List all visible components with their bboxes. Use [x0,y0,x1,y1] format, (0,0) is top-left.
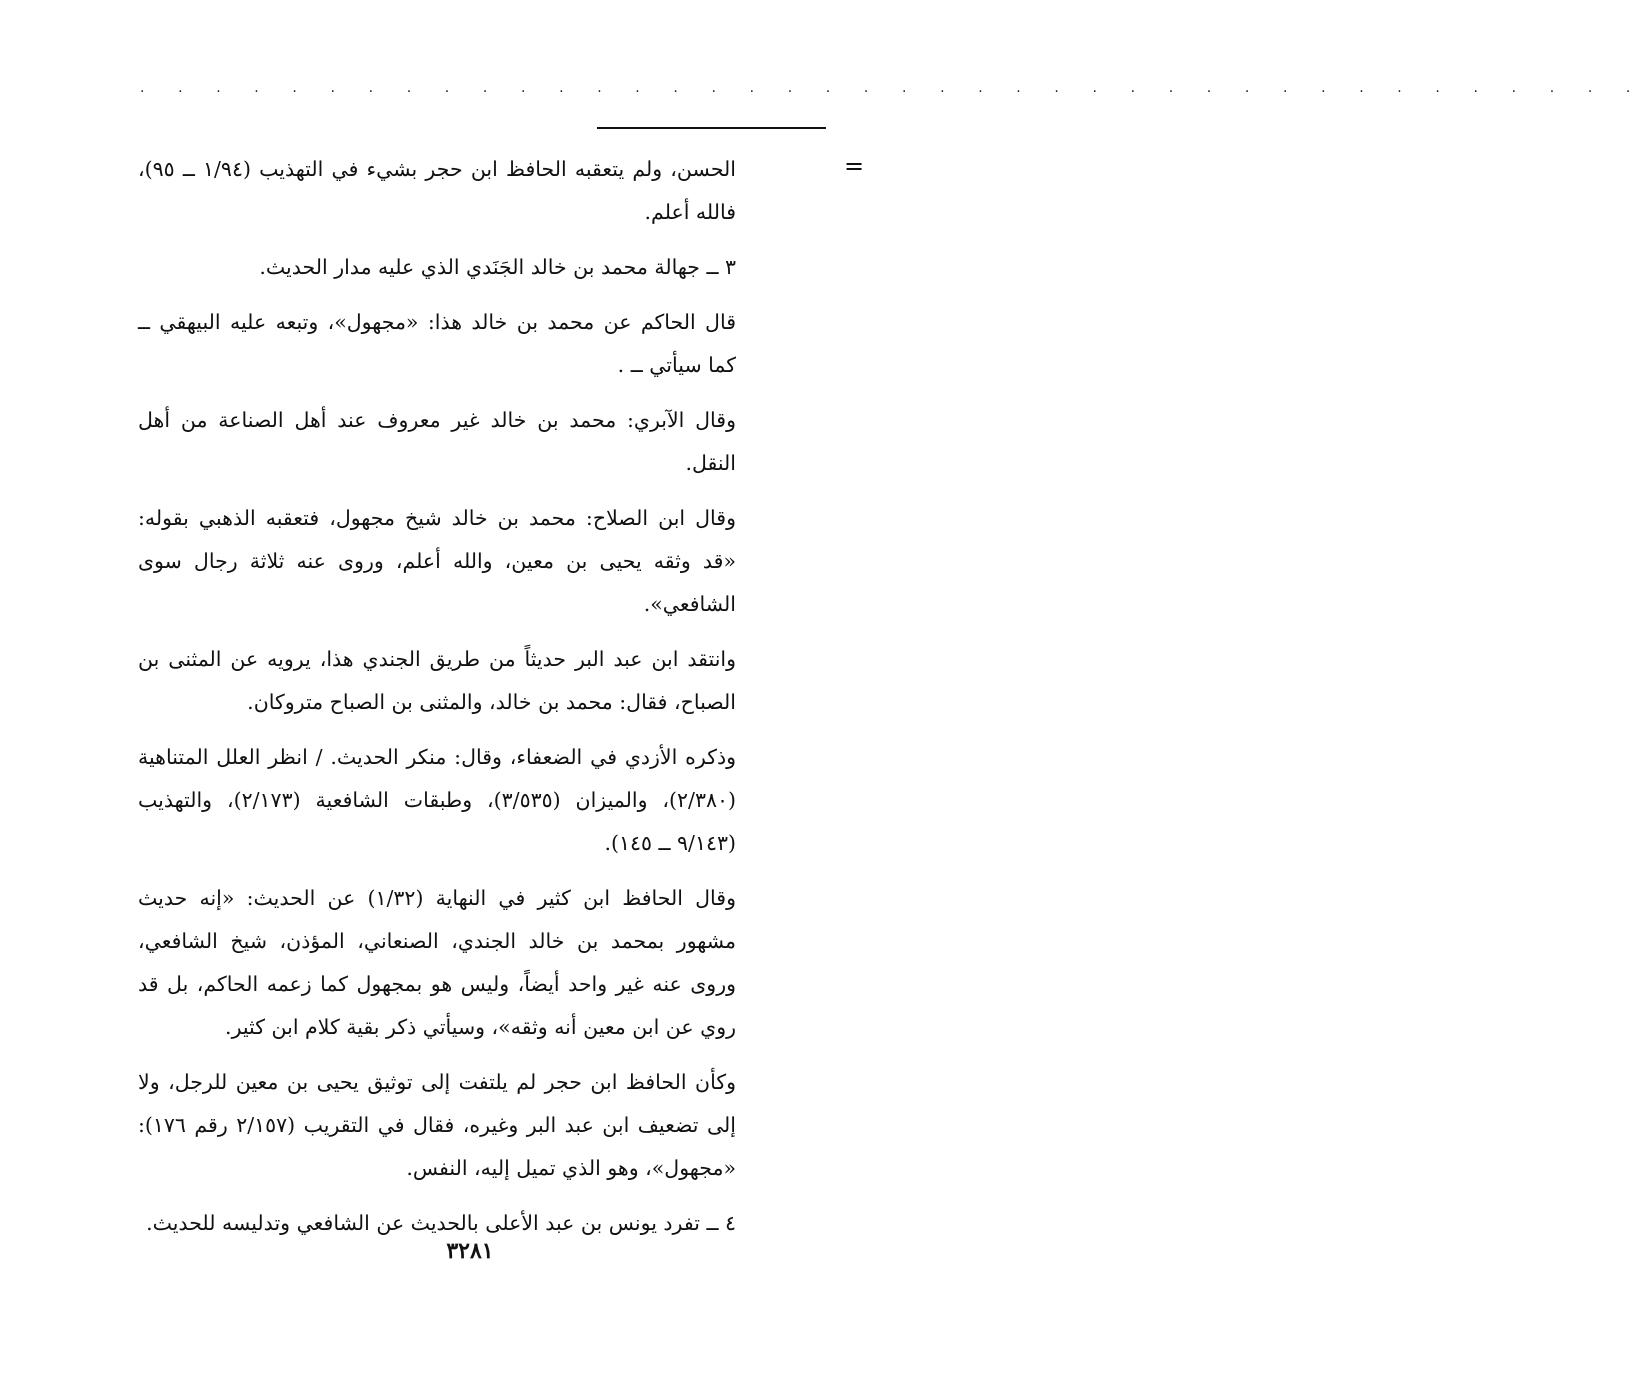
paragraph-10: ٤ ــ تفرد يونس بن عبد الأعلى بالحديث عن الشافعي وتدليسه للحديث. [146,1211,736,1235]
paragraph-8: وقال الحافظ ابن كثير في النهاية (١/٣٢) عن الحديث: «إنه حديث مشهور بمحمد بن خالد الجندي، الصنعاني، المؤذن، شيخ الشافعي، وروى عنه غير واحد أيضاً، وليس هو بمجهول كما زعمه الحاكم، بل قد روي عن ابن معين أنه وثقه»، وسيأتي ذكر بقية كلام ابن كثير. [138,886,736,1039]
page-number: ٣٢٨١ [446,1238,494,1264]
continuation-mark: = [844,152,865,180]
paragraph-1: الحسن، ولم يتعقبه الحافظ ابن حجر بشيء في التهذيب (١/٩٤ ــ ٩٥)، فالله أعلم. [138,157,736,224]
paragraph-2: ٣ ــ جهالة محمد بن خالد الجَنَدي الذي عليه مدار الحديث. [259,255,736,279]
header-dotted-line: · · · · · · · · · · · · · · · · · · · · · · · · · · · · · · · · · · · · · · · · [140,84,1645,100]
paragraph-5: وقال ابن الصلاح: محمد بن خالد شيخ مجهول، فتعقبه الذهبي بقوله: «قد وثقه يحيى بن معين، والله أعلم، وروى عنه ثلاثة رجال سوى الشافعي». [138,506,736,616]
paragraph-7: وذكره الأزدي في الضعفاء، وقال: منكر الحديث. / انظر العلل المتناهية (٢/٣٨٠)، والميزان (٣/٥٣٥)، وطبقات الشافعية (٢/١٧٣)، والتهذيب (٩/١٤٣ ــ ١٤٥). [138,745,736,855]
paragraph-3: قال الحاكم عن محمد بن خالد هذا: «مجهول»، وتبعه عليه البيهقي ــ كما سيأتي ــ . [138,310,736,377]
footnote-text-block [138,148,736,1255]
paragraph-6: وانتقد ابن عبد البر حديثاً من طريق الجندي هذا، يرويه عن المثنى بن الصباح، فقال: محمد بن خالد، والمثنى بن الصباح متروكان. [138,647,736,714]
paragraph-9: وكأن الحافظ ابن حجر لم يلتفت إلى توثيق يحيى بن معين للرجل، ولا إلى تضعيف ابن عبد البر وغيره، فقال في التقريب (٢/١٥٧ رقم ١٧٦): «مجهول»، وهو الذي تميل إليه، النفس. [138,1070,736,1180]
footnote-separator-rule [597,127,826,129]
paragraph-4: وقال الآبري: محمد بن خالد غير معروف عند أهل الصناعة من أهل النقل. [138,408,736,475]
